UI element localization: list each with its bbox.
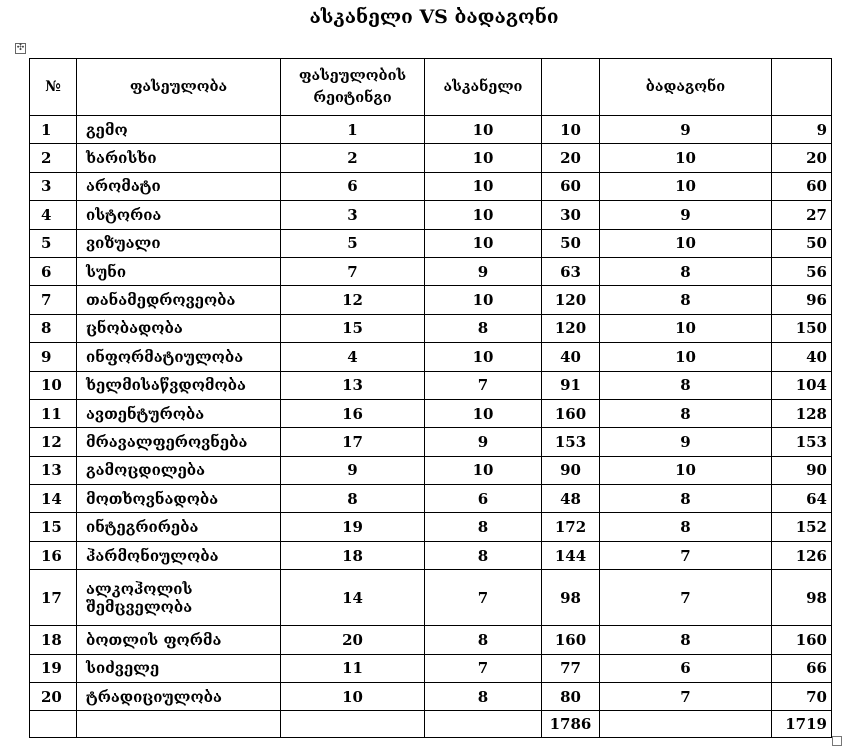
table-cell: 10 [600, 172, 772, 200]
document-title: ასკანელი VS ბადაგონი [309, 6, 559, 28]
header-cell: ფასეულობა [77, 59, 281, 116]
table-row [30, 314, 832, 342]
table-cell: 8 [600, 399, 772, 427]
header-row [30, 59, 832, 116]
table-cell: 98 [542, 570, 600, 626]
table-row [30, 399, 832, 427]
table-cell: 9 [425, 257, 542, 285]
table-cell: 11 [281, 654, 425, 682]
header-cell [772, 59, 832, 116]
table-cell: 13 [281, 371, 425, 399]
table-cell: 10 [425, 343, 542, 371]
table-row [30, 513, 832, 541]
table-cell: 7 [425, 371, 542, 399]
table-cell: 1 [281, 116, 425, 144]
table-cell: 2 [30, 144, 77, 172]
table-cell: არომატი [77, 172, 281, 200]
table-cell: 10 [425, 456, 542, 484]
table-cell: 10 [542, 116, 600, 144]
table-cell: 128 [772, 399, 832, 427]
table-cell: 8 [425, 541, 542, 569]
header-cell: ბადაგონი [600, 59, 772, 116]
table-cell: 7 [425, 570, 542, 626]
table-cell: თანამედროვეობა [77, 286, 281, 314]
table-cell: 20 [281, 626, 425, 654]
table-row [30, 343, 832, 371]
table-cell: 63 [542, 257, 600, 285]
table-cell: 10 [600, 144, 772, 172]
table-cell: 9 [425, 428, 542, 456]
header-cell: ასკანელი [425, 59, 542, 116]
table-cell: 4 [30, 201, 77, 229]
table-cell: 8 [425, 626, 542, 654]
table-cell: 40 [772, 343, 832, 371]
totals-cell: 1719 [772, 711, 832, 738]
table-row [30, 456, 832, 484]
table-cell: 60 [772, 172, 832, 200]
table-cell: 80 [542, 683, 600, 711]
table-cell: 30 [542, 201, 600, 229]
comparison-table [29, 58, 832, 738]
table-cell: 6 [600, 654, 772, 682]
table-cell: ვიზუალი [77, 229, 281, 257]
table-cell: 50 [772, 229, 832, 257]
table-cell: 17 [281, 428, 425, 456]
table-row [30, 144, 832, 172]
table-cell: 160 [542, 626, 600, 654]
table-cell: ხელმისაწვდომობა [77, 371, 281, 399]
table-cell: 120 [542, 286, 600, 314]
table-cell: ბოთლის ფორმა [77, 626, 281, 654]
table-cell: 160 [542, 399, 600, 427]
table-cell: 90 [772, 456, 832, 484]
table-cell: 10 [425, 172, 542, 200]
totals-cell [600, 711, 772, 738]
totals-cell: 1786 [542, 711, 600, 738]
table-cell: 60 [542, 172, 600, 200]
table-cell: 10 [600, 456, 772, 484]
table-cell: 11 [30, 399, 77, 427]
table-cell: 91 [542, 371, 600, 399]
table-cell: 4 [281, 343, 425, 371]
table-cell: 10 [30, 371, 77, 399]
table-cell: 66 [772, 654, 832, 682]
table-cell: 5 [30, 229, 77, 257]
table-cell: ინფორმატიულობა [77, 343, 281, 371]
table-cell: 98 [772, 570, 832, 626]
table-cell: ტრადიციულობა [77, 683, 281, 711]
table-cell: 90 [542, 456, 600, 484]
table-cell: 144 [542, 541, 600, 569]
table-cell: 8 [425, 314, 542, 342]
totals-row [30, 711, 832, 738]
table-cell: 1 [30, 116, 77, 144]
table-cell: 18 [281, 541, 425, 569]
table-row [30, 116, 832, 144]
table-cell: 150 [772, 314, 832, 342]
table-cell: 40 [542, 343, 600, 371]
table-row [30, 485, 832, 513]
table-cell: 70 [772, 683, 832, 711]
table-cell: 7 [600, 541, 772, 569]
table-cell: 104 [772, 371, 832, 399]
totals-cell [425, 711, 542, 738]
totals-cell [281, 711, 425, 738]
table-cell: 153 [772, 428, 832, 456]
table-cell: 12 [281, 286, 425, 314]
table-row [30, 683, 832, 711]
table-cell: 10 [425, 144, 542, 172]
table-cell: 9 [600, 428, 772, 456]
table-row [30, 201, 832, 229]
table-cell: 10 [425, 116, 542, 144]
table-row [30, 229, 832, 257]
table-cell: ალკოჰოლის შემცველობა [77, 570, 281, 626]
table-cell: 172 [542, 513, 600, 541]
table-cell: მრავალფეროვნება [77, 428, 281, 456]
table-cell: 9 [30, 343, 77, 371]
table-row [30, 371, 832, 399]
table-cell: 3 [281, 201, 425, 229]
table-cell: 96 [772, 286, 832, 314]
table-cell: 19 [281, 513, 425, 541]
header-cell [542, 59, 600, 116]
table-cell: 20 [542, 144, 600, 172]
table-row [30, 428, 832, 456]
table-cell: ინტეგრირება [77, 513, 281, 541]
table-cell: 3 [30, 172, 77, 200]
table-cell: ისტორია [77, 201, 281, 229]
table-cell: 126 [772, 541, 832, 569]
table-cell: 10 [425, 201, 542, 229]
table-cell: 16 [281, 399, 425, 427]
table-cell: 77 [542, 654, 600, 682]
table-cell: მოთხოვნადობა [77, 485, 281, 513]
table-cell: 8 [600, 371, 772, 399]
header-cell: № [30, 59, 77, 116]
table-cell: 18 [30, 626, 77, 654]
table-cell: 7 [30, 286, 77, 314]
table-cell: 8 [600, 485, 772, 513]
table-cell: 6 [30, 257, 77, 285]
table-cell: 6 [425, 485, 542, 513]
table-cell: 10 [600, 314, 772, 342]
table-cell: 8 [281, 485, 425, 513]
table-cell: 7 [281, 257, 425, 285]
table-cell: 8 [425, 683, 542, 711]
table-cell: 9 [600, 201, 772, 229]
table-cell: 2 [281, 144, 425, 172]
table-cell: 9 [772, 116, 832, 144]
totals-cell [30, 711, 77, 738]
table-cell: 12 [30, 428, 77, 456]
table-row [30, 286, 832, 314]
table-cell: ხარისხი [77, 144, 281, 172]
table-cell: 48 [542, 485, 600, 513]
table-cell: 10 [425, 229, 542, 257]
table-cell: 153 [542, 428, 600, 456]
table-row [30, 172, 832, 200]
header-cell: ფასეულობის რეიტინგი [281, 59, 425, 116]
table-cell: 14 [281, 570, 425, 626]
table-cell: 6 [281, 172, 425, 200]
table-cell: 10 [281, 683, 425, 711]
table-cell: 10 [600, 229, 772, 257]
table-cell: 19 [30, 654, 77, 682]
table-cell: 8 [600, 626, 772, 654]
table-row [30, 570, 832, 626]
table-cell: 15 [30, 513, 77, 541]
totals-cell [77, 711, 281, 738]
table-row [30, 626, 832, 654]
table-cell: 13 [30, 456, 77, 484]
table-cell: 64 [772, 485, 832, 513]
table-cell: 10 [425, 399, 542, 427]
table-cell: 120 [542, 314, 600, 342]
table-cell: 56 [772, 257, 832, 285]
table-cell: 8 [425, 513, 542, 541]
table-move-handle-icon[interactable]: ✣ [16, 43, 25, 53]
table-cell: 9 [600, 116, 772, 144]
table-cell: 27 [772, 201, 832, 229]
table-cell: 10 [600, 343, 772, 371]
table-cell: სუნი [77, 257, 281, 285]
table-cell: გემო [77, 116, 281, 144]
table-cell: 16 [30, 541, 77, 569]
table-cell: 8 [600, 513, 772, 541]
table-cell: 8 [30, 314, 77, 342]
table-cell: 17 [30, 570, 77, 626]
table-cell: 7 [600, 570, 772, 626]
table-cell: 15 [281, 314, 425, 342]
table-cell: 7 [425, 654, 542, 682]
table-cell: გამოცდილება [77, 456, 281, 484]
table-row [30, 541, 832, 569]
table-cell: 20 [30, 683, 77, 711]
table-cell: 10 [425, 286, 542, 314]
table-cell: ავთენტურობა [77, 399, 281, 427]
table-row [30, 654, 832, 682]
table-cell: 14 [30, 485, 77, 513]
table-cell: 7 [600, 683, 772, 711]
table-resize-handle[interactable] [832, 736, 842, 746]
table-cell: 152 [772, 513, 832, 541]
table-cell: 9 [281, 456, 425, 484]
table-cell: 20 [772, 144, 832, 172]
table-cell: ჰარმონიულობა [77, 541, 281, 569]
table-cell: 50 [542, 229, 600, 257]
table-cell: 8 [600, 286, 772, 314]
table-cell: სიძველე [77, 654, 281, 682]
table-cell: 160 [772, 626, 832, 654]
table-cell: ცნობადობა [77, 314, 281, 342]
table-row [30, 257, 832, 285]
table-cell: 5 [281, 229, 425, 257]
table-cell: 8 [600, 257, 772, 285]
